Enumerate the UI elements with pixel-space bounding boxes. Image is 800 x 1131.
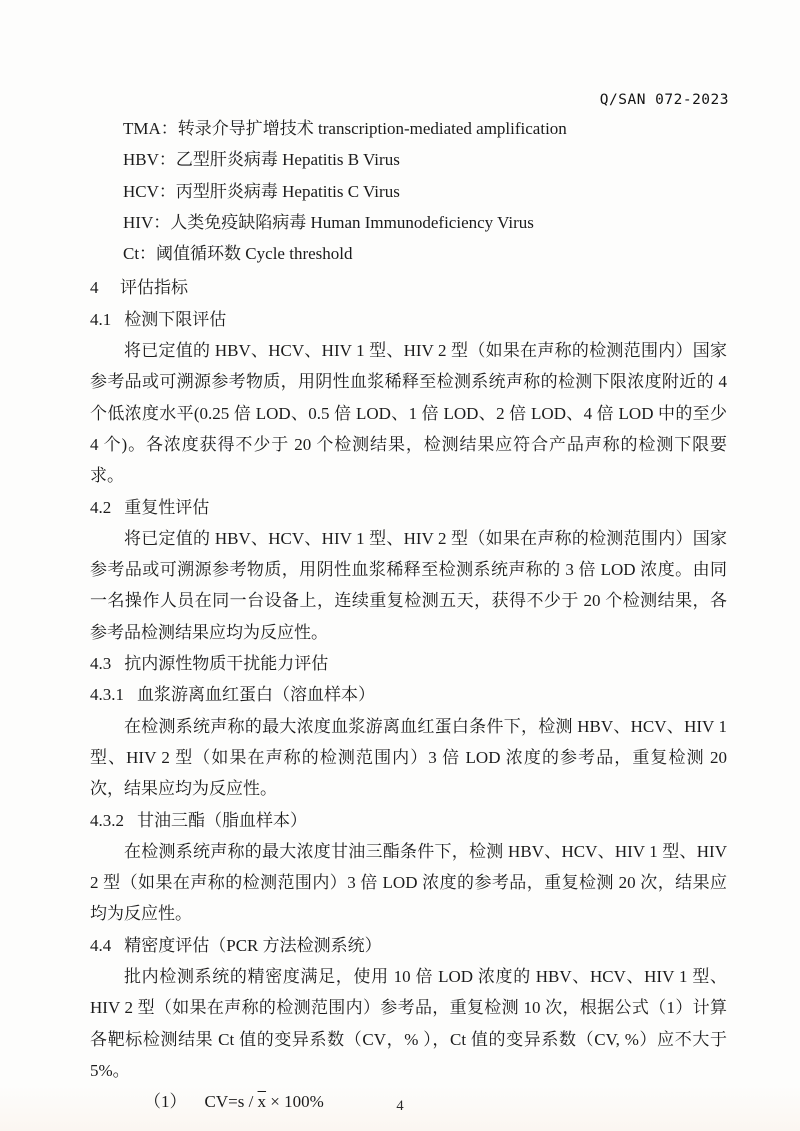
section-number: 4.3.2 — [90, 810, 124, 830]
abbreviation-item-ct: Ct：阈值循环数 Cycle threshold — [123, 244, 353, 264]
abbreviation-list — [90, 113, 727, 269]
page-number: 4 — [396, 1098, 404, 1114]
paragraph-4-4: 批内检测系统的精密度满足，使用 10 倍 LOD 浓度的 HBV、HCV、HIV 1 型、HIV 2 型（如果在声称的检测范围内）参考品，重复检测 10 次，根据公式（1）计算各靶标检测结果 Ct 值的变异系数（CV，% ），Ct 值的变异系数（CV, %）应不大于 5%。 — [90, 967, 727, 1080]
abbreviation-item-tma: TMA：转录介导扩增技术 transcription-mediated amplification — [123, 119, 567, 138]
formula-rhs: × 100% — [270, 1092, 324, 1112]
section-heading-4-3-1 — [90, 679, 727, 710]
formula-xbar: $\overline{x}$ — [257, 1092, 267, 1112]
section-title: 重复性评估 — [124, 497, 210, 517]
abbreviation-item-hcv: HCV：丙型肝炎病毒 Hepatitis C Virus — [123, 181, 400, 201]
section-title: 精密度评估（PCR 方法检测系统） — [124, 935, 382, 955]
abbreviation-item-hiv: HIV：人类免疫缺陷病毒 Human Immunodeficiency Virus — [123, 212, 534, 232]
paragraph-4-3-1: 在检测系统声称的最大浓度血浆游离血红蛋白条件下，检测 HBV、HCV、HIV 1 型、HIV 2 型（如果在声称的检测范围内）3 倍 LOD 浓度的参考品，重复检测 20 次，结果应均为反应性。 — [90, 716, 727, 799]
section-heading-4-1 — [90, 304, 727, 335]
section-title: 甘油三酯（脂血样本） — [137, 810, 307, 830]
abbreviation-item-hbv: HBV：乙型肝炎病毒 Hepatitis B Virus — [123, 150, 400, 170]
section-number: 4.2 — [90, 497, 112, 517]
section-title: 血浆游离血红蛋白（溶血样本） — [137, 685, 375, 705]
paragraph-4-1: 将已定值的 HBV、HCV、HIV 1 型、HIV 2 型（如果在声称的检测范围内）国家参考品或可溯源参考物质，用阴性血浆稀释至检测系统声称的检测下限浓度附近的 4 个低浓度水平(0.25 倍 LOD、0.5 倍 LOD、1 倍 LOD、2 倍 LOD、4 倍 LOD 中的至少 4 个)。各浓度获得不少于 20 个检测结果，检测结果应符合产品声称的检测下限要求。 — [90, 341, 727, 486]
section-number: 4.3.1 — [90, 685, 124, 705]
page-content — [90, 113, 727, 1118]
section-number: 4.3 — [90, 654, 112, 674]
paragraph-4-3-2: 在检测系统声称的最大浓度甘油三酯条件下，检测 HBV、HCV、HIV 1 型、HIV 2 型（如果在声称的检测范围内）3 倍 LOD 浓度的参考品，重复检测 20 次，结果应均为反应性。 — [90, 841, 727, 924]
section-heading-4-2 — [90, 492, 727, 523]
paragraph-4-2: 将已定值的 HBV、HCV、HIV 1 型、HIV 2 型（如果在声称的检测范围内）国家参考品或可溯源参考物质，用阴性血浆稀释至检测系统声称的 3 倍 LOD 浓度。由同一名操作人员在同一台设备上，连续重复检测五天，获得不少于 20 个检测结果，各参考品检测结果应均为反应性。 — [90, 528, 727, 642]
section-title: 检测下限评估 — [124, 309, 227, 329]
formula-lhs: CV=s / — [204, 1092, 254, 1112]
section-heading-4-3-2 — [90, 805, 727, 836]
section-number: 4.1 — [90, 309, 112, 329]
section-number: 4 — [90, 278, 99, 298]
formula-label: （1） — [144, 1092, 187, 1112]
section-heading-4 — [90, 272, 727, 303]
section-heading-4-3 — [90, 648, 727, 679]
section-heading-4-4 — [90, 930, 727, 961]
section-title: 抗内源性物质干扰能力评估 — [124, 654, 329, 674]
section-title: 评估指标 — [120, 278, 188, 298]
section-number: 4.4 — [90, 935, 112, 955]
doc-number-header: Q/SAN 072-2023 — [599, 92, 729, 108]
